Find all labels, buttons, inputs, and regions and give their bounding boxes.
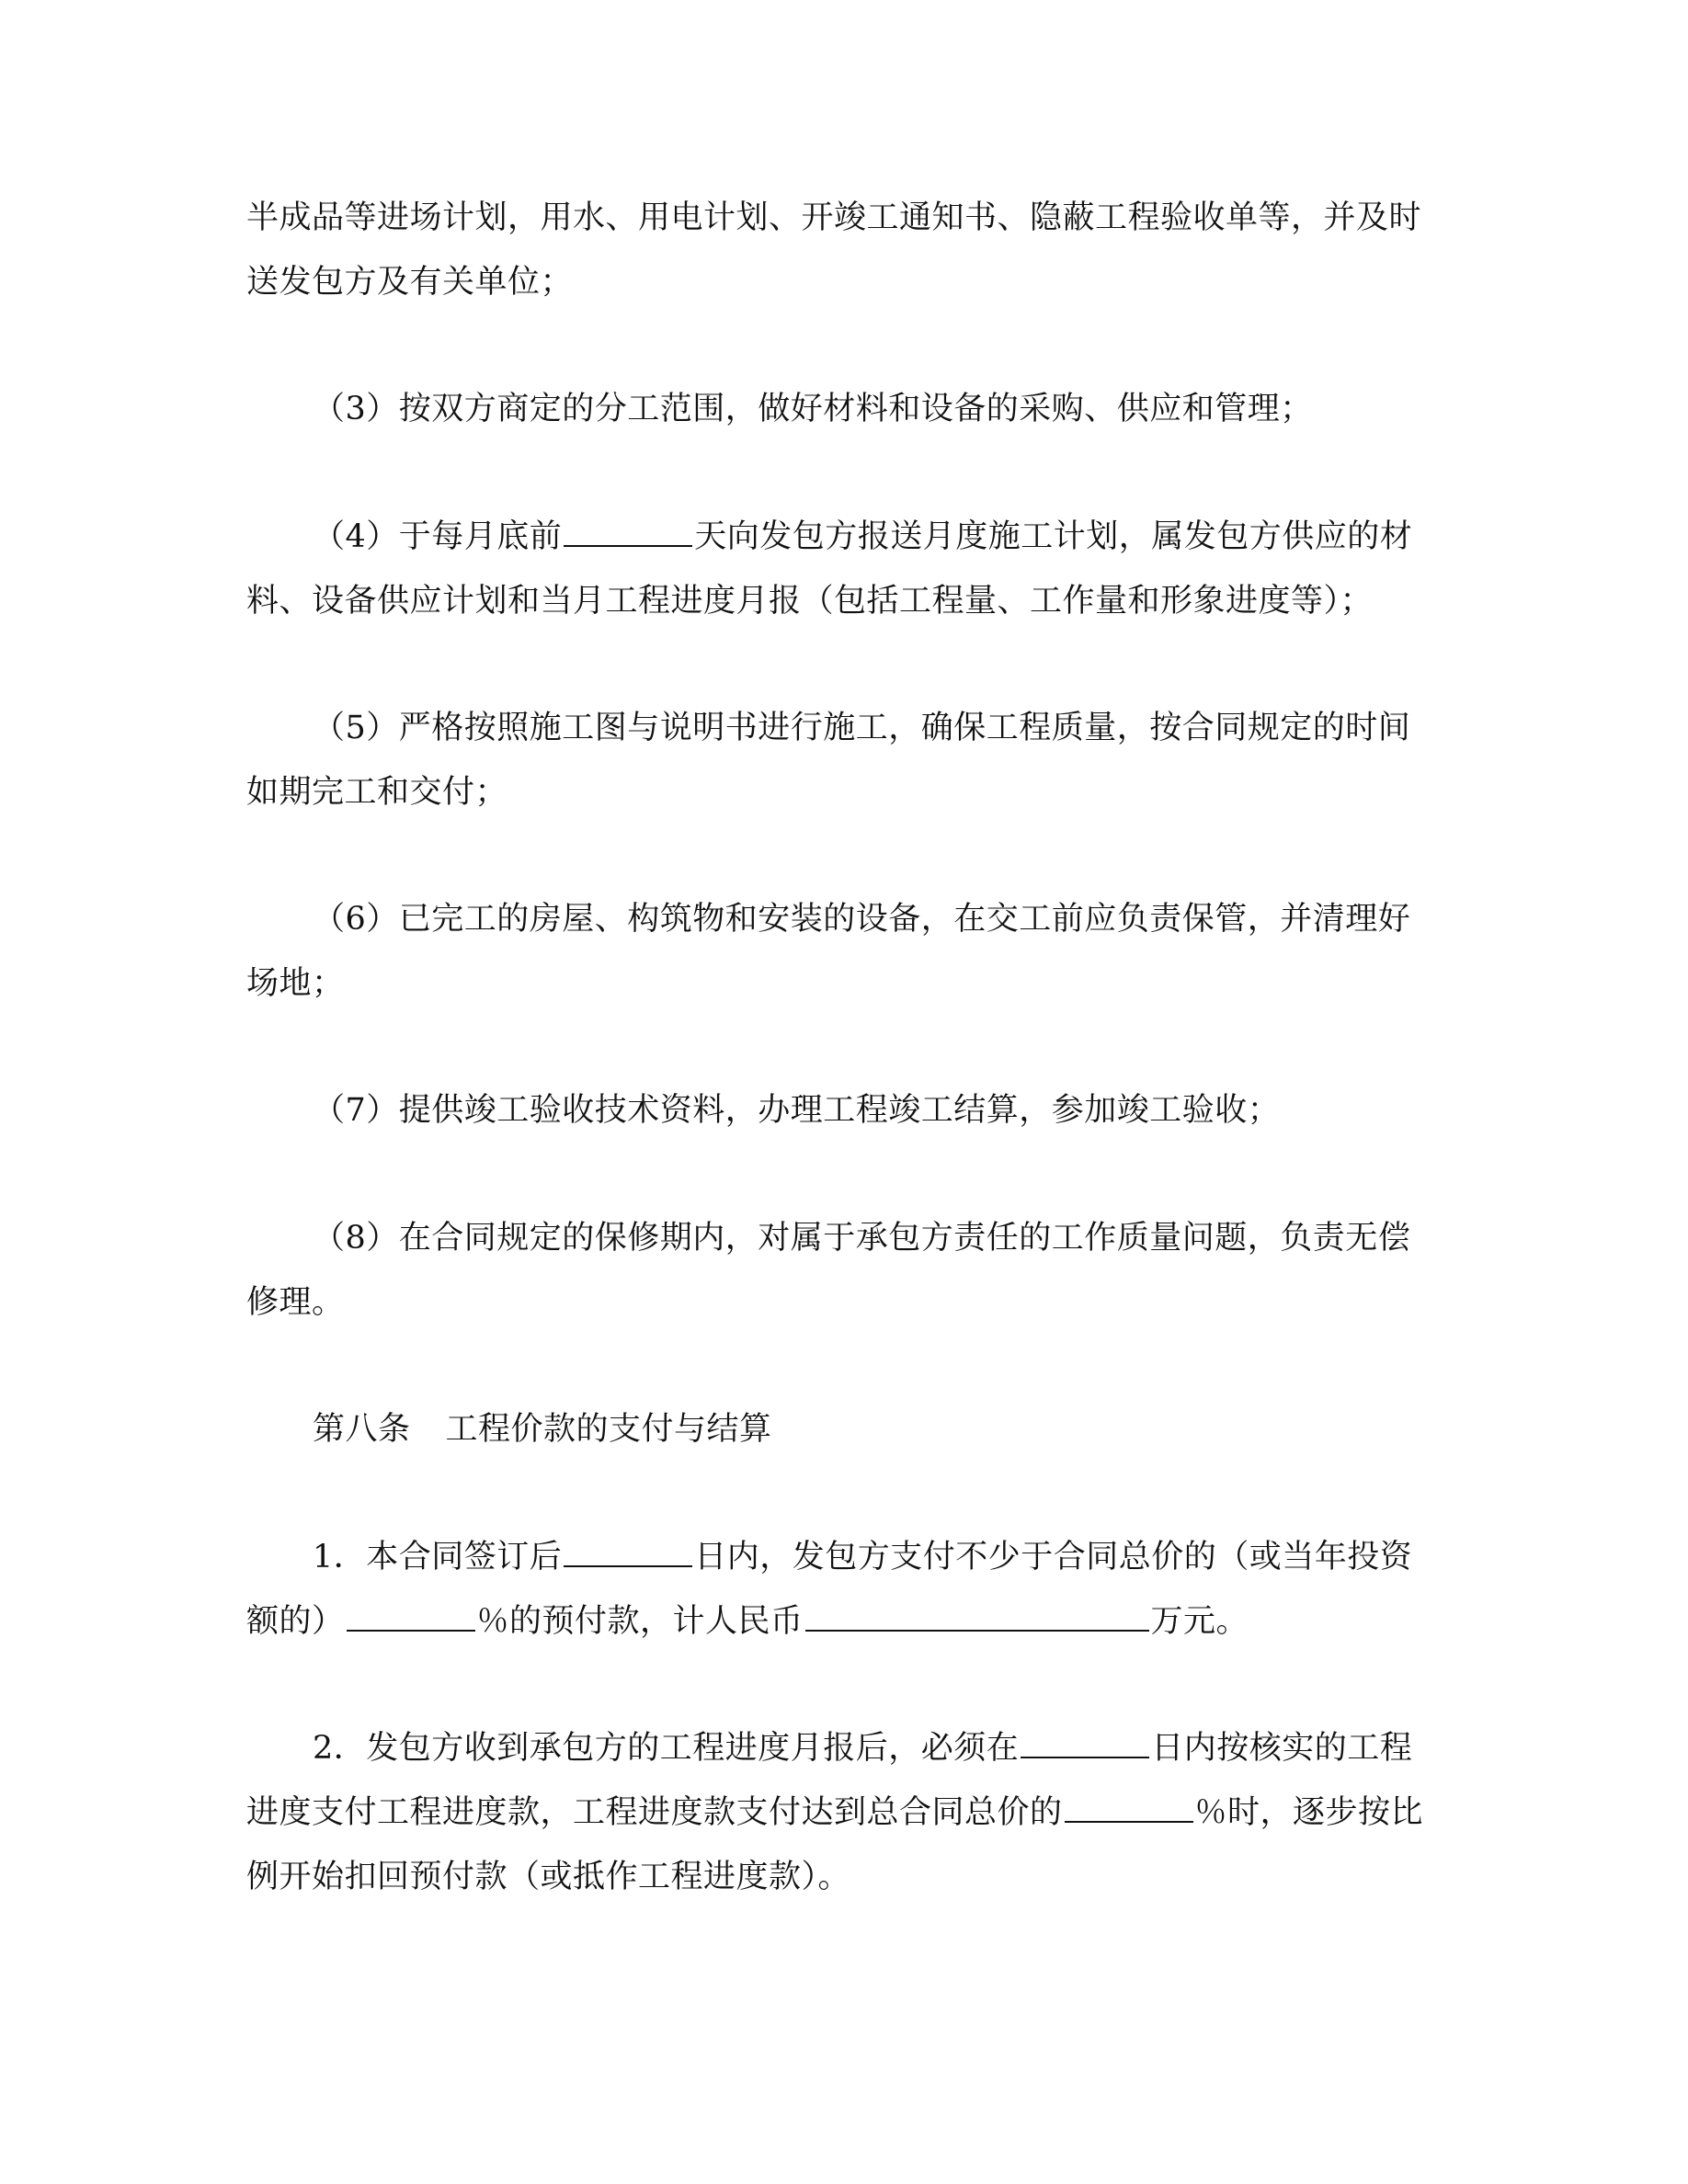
text-line: 送发包方及有关单位； bbox=[246, 264, 574, 301]
text-line bbox=[246, 1780, 1442, 1845]
fill-blank-amount[interactable] bbox=[805, 1595, 1149, 1632]
text-line: （7）提供竣工验收技术资料，办理工程竣工结算，参加竣工验收； bbox=[313, 1092, 1281, 1129]
text-segment: 额的） bbox=[246, 1603, 345, 1640]
text-line bbox=[246, 1716, 1442, 1780]
text-line: 如期完工和交付； bbox=[246, 774, 508, 811]
text-line: 例开始扣回预付款（或抵作工程进度款）。 bbox=[246, 1859, 851, 1895]
text-line: （5）严格按照施工图与说明书进行施工，确保工程质量，按合同规定的时间 bbox=[313, 710, 1411, 746]
paragraph-item-7 bbox=[246, 1078, 1442, 1143]
fill-blank-days[interactable] bbox=[1021, 1722, 1149, 1758]
text-segment: 1．本合同签订后 bbox=[313, 1539, 563, 1575]
paragraph-item-5 bbox=[246, 696, 1442, 825]
text-segment: 天向发包方报送月度施工计划，属发包方供应的材 bbox=[694, 518, 1413, 555]
fill-blank-days[interactable] bbox=[564, 1530, 692, 1567]
fill-blank-days[interactable] bbox=[564, 510, 692, 547]
paragraph-item-3 bbox=[246, 377, 1442, 441]
text-segment: 万元。 bbox=[1150, 1603, 1249, 1640]
section-heading bbox=[246, 1397, 1442, 1462]
article-number: 第八条 bbox=[313, 1411, 411, 1448]
text-segment: ％的预付款，计人民币 bbox=[476, 1603, 804, 1640]
text-segment: （4）于每月底前 bbox=[313, 518, 563, 555]
text-segment: 进度支付工程进度款，工程进度款支付达到总合同总价的 bbox=[246, 1794, 1063, 1831]
text-line: 料、设备供应计划和当月工程进度月报（包括工程量、工作量和形象进度等）； bbox=[246, 583, 1374, 620]
paragraph-item-6 bbox=[246, 887, 1442, 1016]
paragraph-item-8 bbox=[246, 1206, 1442, 1335]
paragraph-item-4 bbox=[246, 505, 1442, 633]
text-segment: 2．发包方收到承包方的工程进度月报后，必须在 bbox=[313, 1730, 1020, 1767]
text-line: （6）已完工的房屋、构筑物和安装的设备，在交工前应负责保管，并清理好 bbox=[313, 901, 1411, 938]
text-line: 修理。 bbox=[246, 1284, 345, 1321]
text-line: 半成品等进场计划，用水、用电计划、开竣工通知书、隐蔽工程验收单等，并及时 bbox=[246, 199, 1422, 236]
text-line: （8）在合同规定的保修期内，对属于承包方责任的工作质量问题，负责无偿 bbox=[313, 1220, 1411, 1257]
text-line bbox=[246, 1589, 1442, 1654]
fill-blank-percent[interactable] bbox=[1065, 1786, 1193, 1823]
article-title: 工程价款的支付与结算 bbox=[445, 1411, 772, 1448]
text-segment: ％时，逐步按比 bbox=[1194, 1794, 1424, 1831]
article-8-heading bbox=[246, 1397, 1442, 1462]
text-segment: 日内，发包方支付不少于合同总价的（或当年投资 bbox=[694, 1539, 1413, 1575]
paragraph-materials-plan bbox=[246, 186, 1442, 314]
text-segment: 日内按核实的工程 bbox=[1151, 1730, 1413, 1767]
clause-1-advance-payment bbox=[246, 1525, 1442, 1654]
text-line: （3）按双方商定的分工范围，做好材料和设备的采购、供应和管理； bbox=[313, 391, 1313, 427]
fill-blank-percent[interactable] bbox=[347, 1595, 475, 1632]
text-line bbox=[246, 505, 1442, 569]
text-line bbox=[246, 1525, 1442, 1589]
clause-2-progress-payment bbox=[246, 1716, 1442, 1909]
text-line: 场地； bbox=[246, 965, 345, 1002]
